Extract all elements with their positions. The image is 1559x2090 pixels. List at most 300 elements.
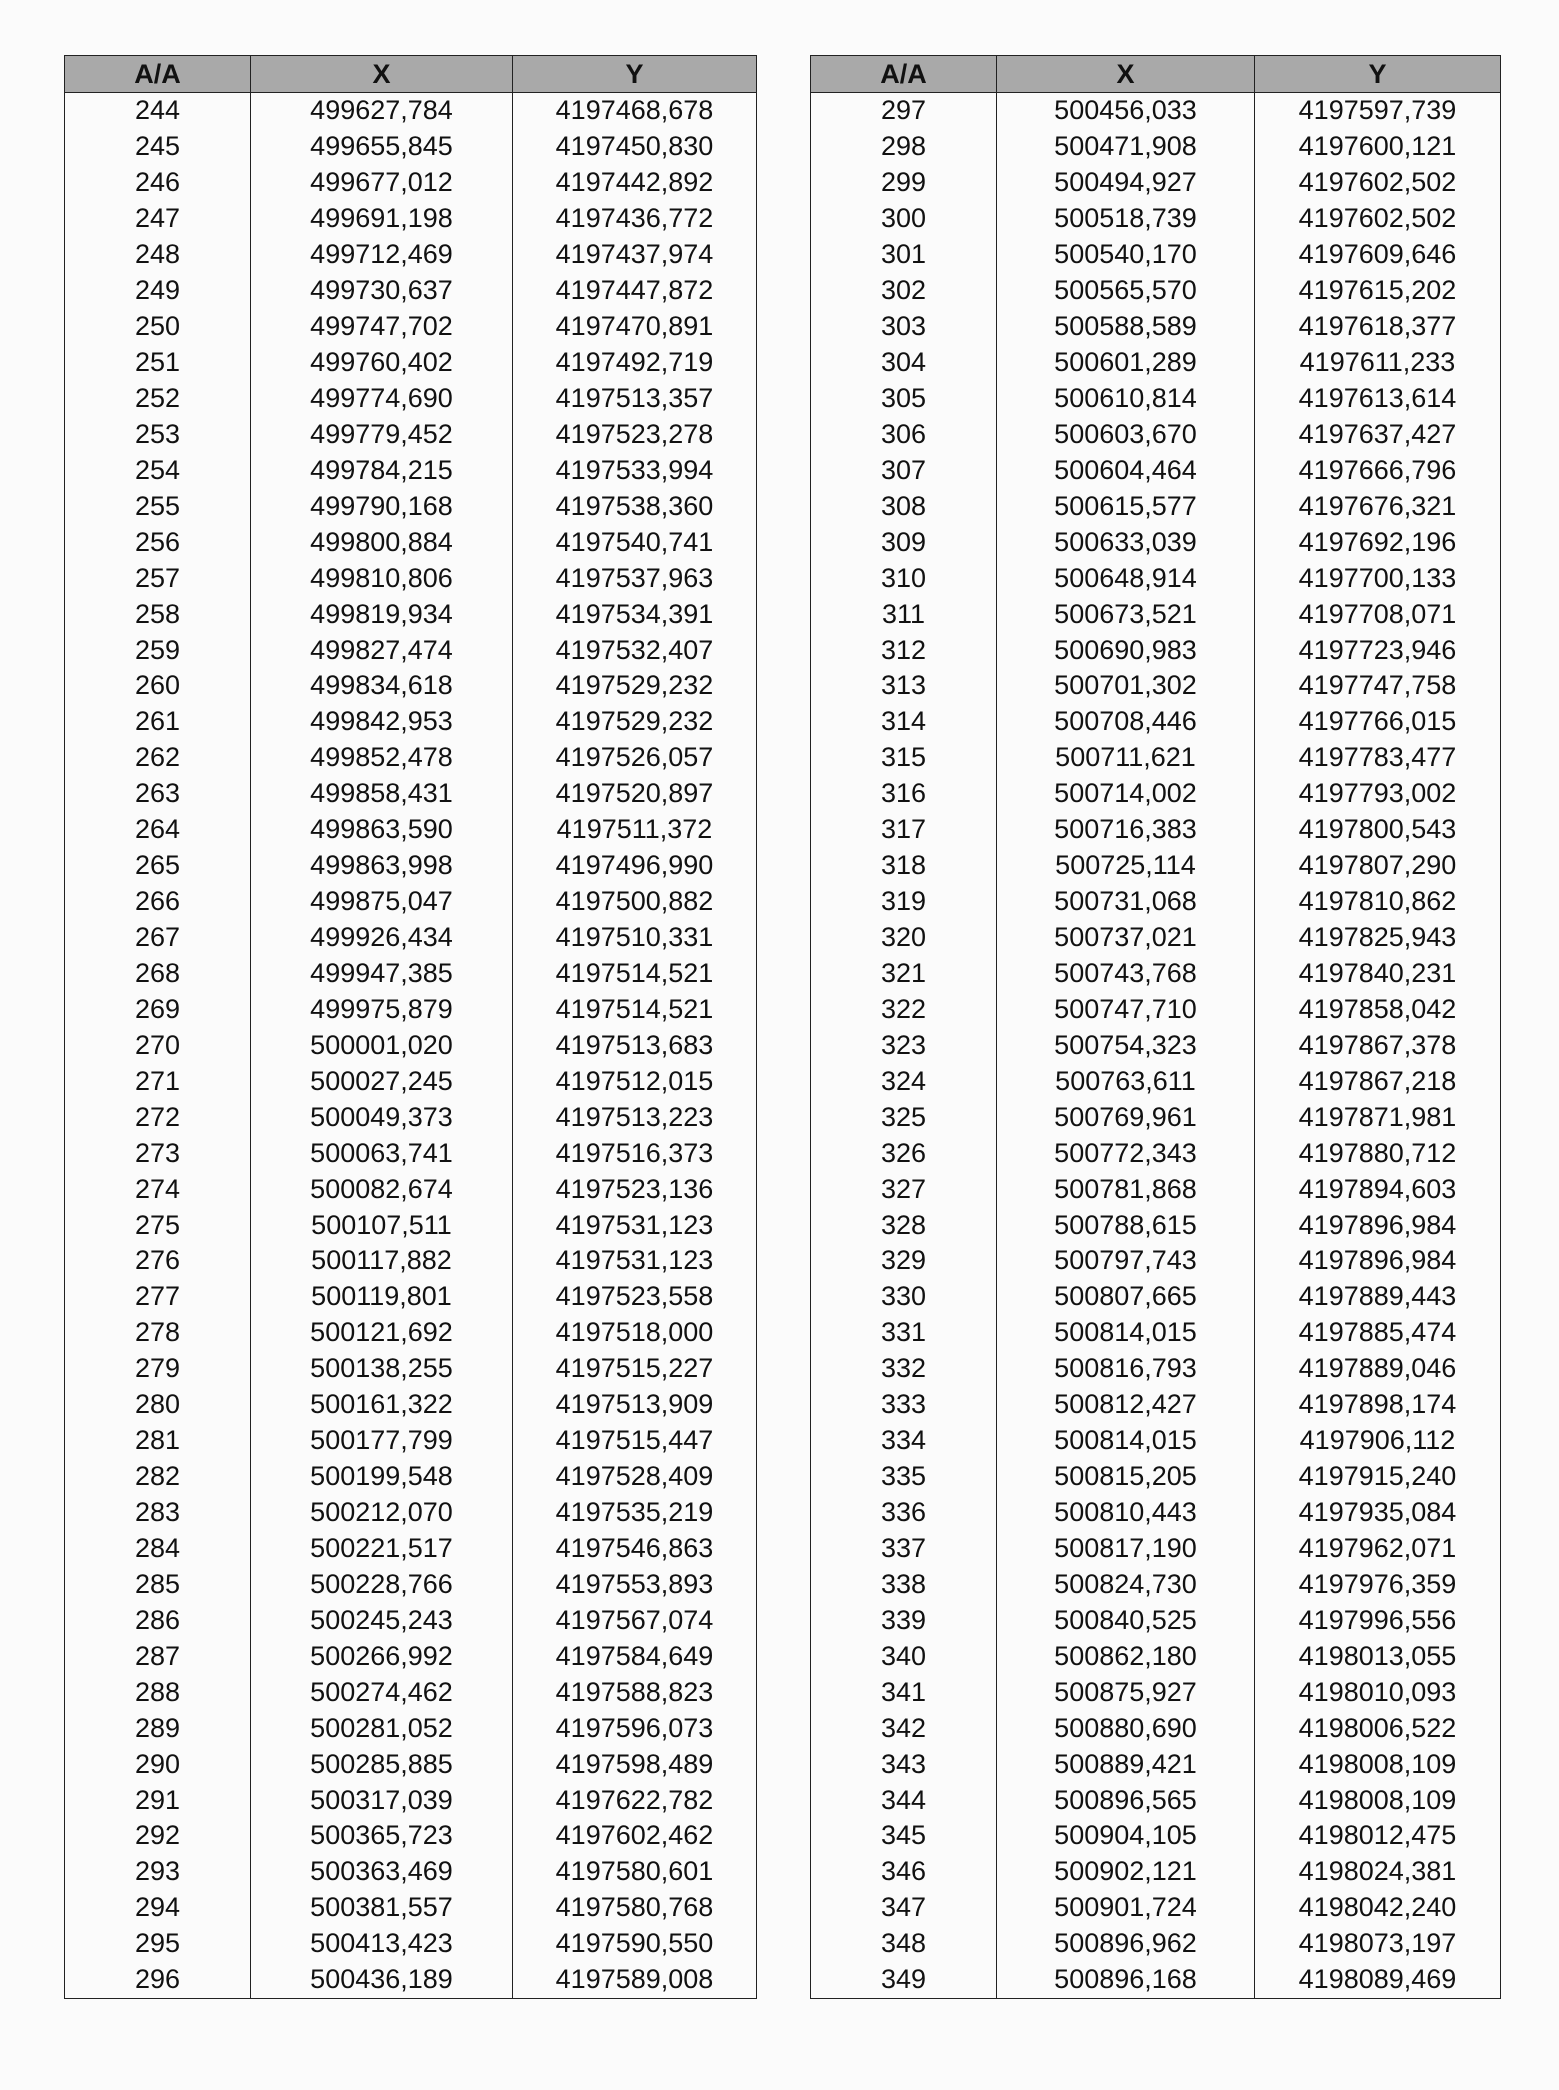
cell-y: 4197523,558 — [513, 1279, 757, 1315]
cell-x: 500812,427 — [997, 1387, 1255, 1423]
cell-x: 500824,730 — [997, 1566, 1255, 1602]
cell-y: 4197514,521 — [513, 991, 757, 1027]
table-row — [811, 1926, 1501, 1962]
header-x: X — [997, 56, 1255, 93]
cell-aa: 245 — [65, 129, 251, 165]
cell-aa: 283 — [65, 1495, 251, 1531]
cell-y: 4197996,556 — [1255, 1602, 1501, 1638]
table-row — [65, 1746, 757, 1782]
cell-x: 500815,205 — [997, 1459, 1255, 1495]
cell-y: 4197889,046 — [1255, 1351, 1501, 1387]
cell-x: 500363,469 — [251, 1854, 513, 1890]
cell-y: 4197531,123 — [513, 1207, 757, 1243]
table-row — [811, 1315, 1501, 1351]
table-row — [65, 1063, 757, 1099]
cell-y: 4197896,984 — [1255, 1243, 1501, 1279]
table-row — [811, 704, 1501, 740]
cell-y: 4198089,469 — [1255, 1962, 1501, 1998]
cell-x: 500601,289 — [997, 345, 1255, 381]
cell-y: 4197602,502 — [1255, 201, 1501, 237]
table-row — [65, 381, 757, 417]
cell-y: 4197602,462 — [513, 1818, 757, 1854]
cell-x: 499947,385 — [251, 956, 513, 992]
cell-x: 500880,690 — [997, 1710, 1255, 1746]
cell-x: 500817,190 — [997, 1531, 1255, 1567]
table-row — [65, 560, 757, 596]
cell-x: 500810,443 — [997, 1495, 1255, 1531]
cell-y: 4197450,830 — [513, 129, 757, 165]
table-row — [811, 956, 1501, 992]
cell-x: 499691,198 — [251, 201, 513, 237]
cell-aa: 265 — [65, 848, 251, 884]
cell-aa: 290 — [65, 1746, 251, 1782]
table-row — [65, 812, 757, 848]
cell-aa: 280 — [65, 1387, 251, 1423]
table-row — [811, 381, 1501, 417]
cell-y: 4197513,223 — [513, 1099, 757, 1135]
cell-y: 4197515,447 — [513, 1423, 757, 1459]
cell-y: 4197885,474 — [1255, 1315, 1501, 1351]
cell-aa: 322 — [811, 991, 997, 1027]
cell-y: 4197597,739 — [1255, 93, 1501, 129]
table-row — [811, 1531, 1501, 1567]
cell-aa: 332 — [811, 1351, 997, 1387]
cell-x: 500840,525 — [997, 1602, 1255, 1638]
cell-aa: 333 — [811, 1387, 997, 1423]
cell-x: 499747,702 — [251, 309, 513, 345]
cell-y: 4197533,994 — [513, 452, 757, 488]
table-row — [811, 524, 1501, 560]
cell-aa: 343 — [811, 1746, 997, 1782]
cell-aa: 247 — [65, 201, 251, 237]
cell-y: 4197513,357 — [513, 381, 757, 417]
cell-aa: 328 — [811, 1207, 997, 1243]
cell-x: 500121,692 — [251, 1315, 513, 1351]
cell-y: 4197807,290 — [1255, 848, 1501, 884]
table-row — [65, 309, 757, 345]
cell-x: 500690,983 — [997, 632, 1255, 668]
table-row — [811, 848, 1501, 884]
table-row — [811, 1027, 1501, 1063]
cell-x: 500902,121 — [997, 1854, 1255, 1890]
table-row — [65, 488, 757, 524]
cell-x: 500708,446 — [997, 704, 1255, 740]
cell-x: 500896,168 — [997, 1962, 1255, 1998]
cell-aa: 325 — [811, 1099, 997, 1135]
table-row — [811, 991, 1501, 1027]
cell-x: 500737,021 — [997, 920, 1255, 956]
cell-aa: 271 — [65, 1063, 251, 1099]
cell-y: 4197613,614 — [1255, 381, 1501, 417]
cell-aa: 257 — [65, 560, 251, 596]
table-row — [811, 1638, 1501, 1674]
cell-y: 4198010,093 — [1255, 1674, 1501, 1710]
cell-y: 4198073,197 — [1255, 1926, 1501, 1962]
cell-x: 500119,801 — [251, 1279, 513, 1315]
table-row — [65, 1135, 757, 1171]
cell-aa: 303 — [811, 309, 997, 345]
cell-y: 4197840,231 — [1255, 956, 1501, 992]
table-row — [65, 1566, 757, 1602]
table-row — [811, 1135, 1501, 1171]
cell-y: 4197609,646 — [1255, 237, 1501, 273]
cell-x: 500781,868 — [997, 1171, 1255, 1207]
cell-aa: 338 — [811, 1566, 997, 1602]
cell-aa: 249 — [65, 273, 251, 309]
cell-aa: 301 — [811, 237, 997, 273]
cell-x: 500603,670 — [997, 416, 1255, 452]
table-row — [811, 345, 1501, 381]
table-row — [65, 1854, 757, 1890]
cell-x: 500436,189 — [251, 1962, 513, 1998]
cell-y: 4197825,943 — [1255, 920, 1501, 956]
cell-aa: 304 — [811, 345, 997, 381]
cell-aa: 263 — [65, 776, 251, 812]
cell-aa: 260 — [65, 668, 251, 704]
cell-aa: 251 — [65, 345, 251, 381]
table-row — [65, 1099, 757, 1135]
cell-aa: 347 — [811, 1890, 997, 1926]
table-row — [811, 1674, 1501, 1710]
cell-aa: 286 — [65, 1602, 251, 1638]
cell-aa: 297 — [811, 93, 997, 129]
cell-y: 4197600,121 — [1255, 129, 1501, 165]
cell-y: 4197531,123 — [513, 1243, 757, 1279]
cell-y: 4197622,782 — [513, 1782, 757, 1818]
cell-x: 500862,180 — [997, 1638, 1255, 1674]
cell-aa: 262 — [65, 740, 251, 776]
cell-y: 4197871,981 — [1255, 1099, 1501, 1135]
cell-x: 499655,845 — [251, 129, 513, 165]
cell-x: 500365,723 — [251, 1818, 513, 1854]
cell-x: 500769,961 — [997, 1099, 1255, 1135]
cell-y: 4197470,891 — [513, 309, 757, 345]
table-row — [811, 273, 1501, 309]
table-row — [811, 632, 1501, 668]
cell-x: 500731,068 — [997, 884, 1255, 920]
table-row — [811, 201, 1501, 237]
table-row — [65, 452, 757, 488]
table-row — [811, 488, 1501, 524]
cell-y: 4197518,000 — [513, 1315, 757, 1351]
cell-x: 500797,743 — [997, 1243, 1255, 1279]
cell-y: 4197510,331 — [513, 920, 757, 956]
cell-aa: 272 — [65, 1099, 251, 1135]
cell-y: 4198024,381 — [1255, 1854, 1501, 1890]
cell-y: 4197512,015 — [513, 1063, 757, 1099]
cell-aa: 311 — [811, 596, 997, 632]
table-row — [811, 1890, 1501, 1926]
cell-x: 499858,431 — [251, 776, 513, 812]
cell-x: 500212,070 — [251, 1495, 513, 1531]
cell-y: 4197511,372 — [513, 812, 757, 848]
table-row — [65, 1315, 757, 1351]
cell-x: 500714,002 — [997, 776, 1255, 812]
cell-x: 499875,047 — [251, 884, 513, 920]
cell-y: 4197596,073 — [513, 1710, 757, 1746]
cell-x: 500754,323 — [997, 1027, 1255, 1063]
table-row — [65, 237, 757, 273]
cell-x: 500063,741 — [251, 1135, 513, 1171]
cell-y: 4197976,359 — [1255, 1566, 1501, 1602]
table-body — [65, 93, 757, 1999]
table-row — [811, 165, 1501, 201]
cell-aa: 345 — [811, 1818, 997, 1854]
cell-aa: 348 — [811, 1926, 997, 1962]
cell-y: 4197692,196 — [1255, 524, 1501, 560]
table-row — [811, 1243, 1501, 1279]
cell-aa: 305 — [811, 381, 997, 417]
cell-x: 500889,421 — [997, 1746, 1255, 1782]
table-row — [811, 1495, 1501, 1531]
cell-y: 4197514,521 — [513, 956, 757, 992]
cell-y: 4197523,278 — [513, 416, 757, 452]
cell-aa: 291 — [65, 1782, 251, 1818]
cell-aa: 320 — [811, 920, 997, 956]
header-y: Y — [513, 56, 757, 93]
cell-y: 4197540,741 — [513, 524, 757, 560]
table-row — [65, 1171, 757, 1207]
cell-aa: 270 — [65, 1027, 251, 1063]
table-row — [65, 704, 757, 740]
cell-y: 4197447,872 — [513, 273, 757, 309]
cell-aa: 294 — [65, 1890, 251, 1926]
cell-x: 500588,589 — [997, 309, 1255, 345]
cell-aa: 302 — [811, 273, 997, 309]
cell-x: 500565,570 — [997, 273, 1255, 309]
table-row — [65, 1351, 757, 1387]
cell-x: 500199,548 — [251, 1459, 513, 1495]
table-row — [65, 776, 757, 812]
cell-aa: 252 — [65, 381, 251, 417]
cell-x: 500875,927 — [997, 1674, 1255, 1710]
cell-x: 499975,879 — [251, 991, 513, 1027]
cell-aa: 261 — [65, 704, 251, 740]
table-row — [811, 93, 1501, 129]
header-aa: A/A — [65, 56, 251, 93]
cell-y: 4197534,391 — [513, 596, 757, 632]
table-row — [65, 1710, 757, 1746]
cell-y: 4197747,758 — [1255, 668, 1501, 704]
table-row — [811, 1387, 1501, 1423]
cell-y: 4197793,002 — [1255, 776, 1501, 812]
table-row — [811, 812, 1501, 848]
cell-aa: 250 — [65, 309, 251, 345]
cell-aa: 246 — [65, 165, 251, 201]
cell-x: 500177,799 — [251, 1423, 513, 1459]
cell-y: 4197500,882 — [513, 884, 757, 920]
cell-aa: 277 — [65, 1279, 251, 1315]
cell-x: 500896,565 — [997, 1782, 1255, 1818]
cell-aa: 318 — [811, 848, 997, 884]
table-row — [811, 1279, 1501, 1315]
cell-x: 500610,814 — [997, 381, 1255, 417]
table-row — [65, 1962, 757, 1998]
cell-x: 500725,114 — [997, 848, 1255, 884]
cell-aa: 334 — [811, 1423, 997, 1459]
cell-aa: 341 — [811, 1674, 997, 1710]
cell-x: 500615,577 — [997, 488, 1255, 524]
table-row — [65, 1926, 757, 1962]
cell-y: 4197546,863 — [513, 1531, 757, 1567]
cell-y: 4197598,489 — [513, 1746, 757, 1782]
cell-aa: 276 — [65, 1243, 251, 1279]
cell-y: 4197529,232 — [513, 668, 757, 704]
cell-x: 500221,517 — [251, 1531, 513, 1567]
cell-x: 499627,784 — [251, 93, 513, 129]
table-row — [65, 1027, 757, 1063]
cell-x: 500471,908 — [997, 129, 1255, 165]
table-body — [811, 93, 1501, 1999]
cell-y: 4197898,174 — [1255, 1387, 1501, 1423]
table-row — [65, 956, 757, 992]
cell-aa: 288 — [65, 1674, 251, 1710]
cell-aa: 244 — [65, 93, 251, 129]
cell-y: 4197496,990 — [513, 848, 757, 884]
table-row — [65, 596, 757, 632]
cell-y: 4197896,984 — [1255, 1207, 1501, 1243]
table-row — [811, 776, 1501, 812]
cell-y: 4197528,409 — [513, 1459, 757, 1495]
cell-aa: 296 — [65, 1962, 251, 1998]
cell-x: 500901,724 — [997, 1890, 1255, 1926]
cell-aa: 284 — [65, 1531, 251, 1567]
cell-x: 500456,033 — [997, 93, 1255, 129]
cell-aa: 285 — [65, 1566, 251, 1602]
cell-aa: 308 — [811, 488, 997, 524]
table-row — [65, 1890, 757, 1926]
cell-aa: 268 — [65, 956, 251, 992]
cell-x: 500518,739 — [997, 201, 1255, 237]
cell-aa: 339 — [811, 1602, 997, 1638]
cell-y: 4197880,712 — [1255, 1135, 1501, 1171]
cell-aa: 254 — [65, 452, 251, 488]
table-row — [811, 1818, 1501, 1854]
cell-y: 4197615,202 — [1255, 273, 1501, 309]
cell-y: 4197515,227 — [513, 1351, 757, 1387]
table-row — [811, 1351, 1501, 1387]
table-row — [65, 1782, 757, 1818]
cell-aa: 282 — [65, 1459, 251, 1495]
cell-y: 4197436,772 — [513, 201, 757, 237]
table-row — [811, 1566, 1501, 1602]
table-row — [65, 93, 757, 129]
cell-y: 4197618,377 — [1255, 309, 1501, 345]
cell-aa: 298 — [811, 129, 997, 165]
cell-y: 4197700,133 — [1255, 560, 1501, 596]
table-row — [811, 1962, 1501, 1998]
cell-aa: 259 — [65, 632, 251, 668]
cell-y: 4197666,796 — [1255, 452, 1501, 488]
cell-x: 500161,322 — [251, 1387, 513, 1423]
cell-y: 4197437,974 — [513, 237, 757, 273]
table-row — [811, 1710, 1501, 1746]
table-row — [65, 1459, 757, 1495]
table-row — [811, 884, 1501, 920]
cell-y: 4197935,084 — [1255, 1495, 1501, 1531]
cell-y: 4197783,477 — [1255, 740, 1501, 776]
cell-y: 4197867,378 — [1255, 1027, 1501, 1063]
coordinates-table-left — [64, 55, 757, 1999]
cell-aa: 264 — [65, 812, 251, 848]
table-row — [811, 1459, 1501, 1495]
table-header — [811, 56, 1501, 93]
cell-x: 500673,521 — [997, 596, 1255, 632]
cell-x: 500716,383 — [997, 812, 1255, 848]
cell-aa: 258 — [65, 596, 251, 632]
cell-aa: 346 — [811, 1854, 997, 1890]
cell-y: 4197535,219 — [513, 1495, 757, 1531]
table-row — [811, 920, 1501, 956]
cell-x: 499926,434 — [251, 920, 513, 956]
table-row — [811, 237, 1501, 273]
table-row — [811, 416, 1501, 452]
cell-x: 499810,806 — [251, 560, 513, 596]
table-row — [811, 596, 1501, 632]
cell-aa: 253 — [65, 416, 251, 452]
table-row — [65, 991, 757, 1027]
cell-x: 500772,343 — [997, 1135, 1255, 1171]
cell-x: 500228,766 — [251, 1566, 513, 1602]
cell-x: 500001,020 — [251, 1027, 513, 1063]
cell-y: 4197588,823 — [513, 1674, 757, 1710]
cell-x: 499730,637 — [251, 273, 513, 309]
cell-aa: 331 — [811, 1315, 997, 1351]
cell-y: 4197889,443 — [1255, 1279, 1501, 1315]
cell-aa: 295 — [65, 1926, 251, 1962]
table-row — [811, 1854, 1501, 1890]
cell-aa: 278 — [65, 1315, 251, 1351]
cell-x: 500633,039 — [997, 524, 1255, 560]
cell-x: 499834,618 — [251, 668, 513, 704]
table-row — [811, 560, 1501, 596]
cell-y: 4197602,502 — [1255, 165, 1501, 201]
cell-aa: 309 — [811, 524, 997, 560]
cell-aa: 317 — [811, 812, 997, 848]
cell-aa: 279 — [65, 1351, 251, 1387]
cell-y: 4197584,649 — [513, 1638, 757, 1674]
cell-aa: 275 — [65, 1207, 251, 1243]
table-header — [65, 56, 757, 93]
table-row — [811, 668, 1501, 704]
table-row — [65, 1423, 757, 1459]
cell-aa: 327 — [811, 1171, 997, 1207]
cell-aa: 256 — [65, 524, 251, 560]
cell-y: 4197553,893 — [513, 1566, 757, 1602]
cell-y: 4197611,233 — [1255, 345, 1501, 381]
cell-aa: 273 — [65, 1135, 251, 1171]
cell-y: 4197723,946 — [1255, 632, 1501, 668]
cell-y: 4198013,055 — [1255, 1638, 1501, 1674]
cell-x: 499712,469 — [251, 237, 513, 273]
header-aa: A/A — [811, 56, 997, 93]
cell-y: 4197810,862 — [1255, 884, 1501, 920]
cell-aa: 293 — [65, 1854, 251, 1890]
cell-x: 500711,621 — [997, 740, 1255, 776]
table-row — [65, 1602, 757, 1638]
cell-x: 499677,012 — [251, 165, 513, 201]
cell-x: 500494,927 — [997, 165, 1255, 201]
table-row — [811, 452, 1501, 488]
cell-x: 500274,462 — [251, 1674, 513, 1710]
table-row — [65, 1818, 757, 1854]
cell-aa: 326 — [811, 1135, 997, 1171]
table-row — [65, 1674, 757, 1710]
cell-aa: 274 — [65, 1171, 251, 1207]
cell-y: 4197529,232 — [513, 704, 757, 740]
cell-y: 4197962,071 — [1255, 1531, 1501, 1567]
table-row — [65, 1495, 757, 1531]
